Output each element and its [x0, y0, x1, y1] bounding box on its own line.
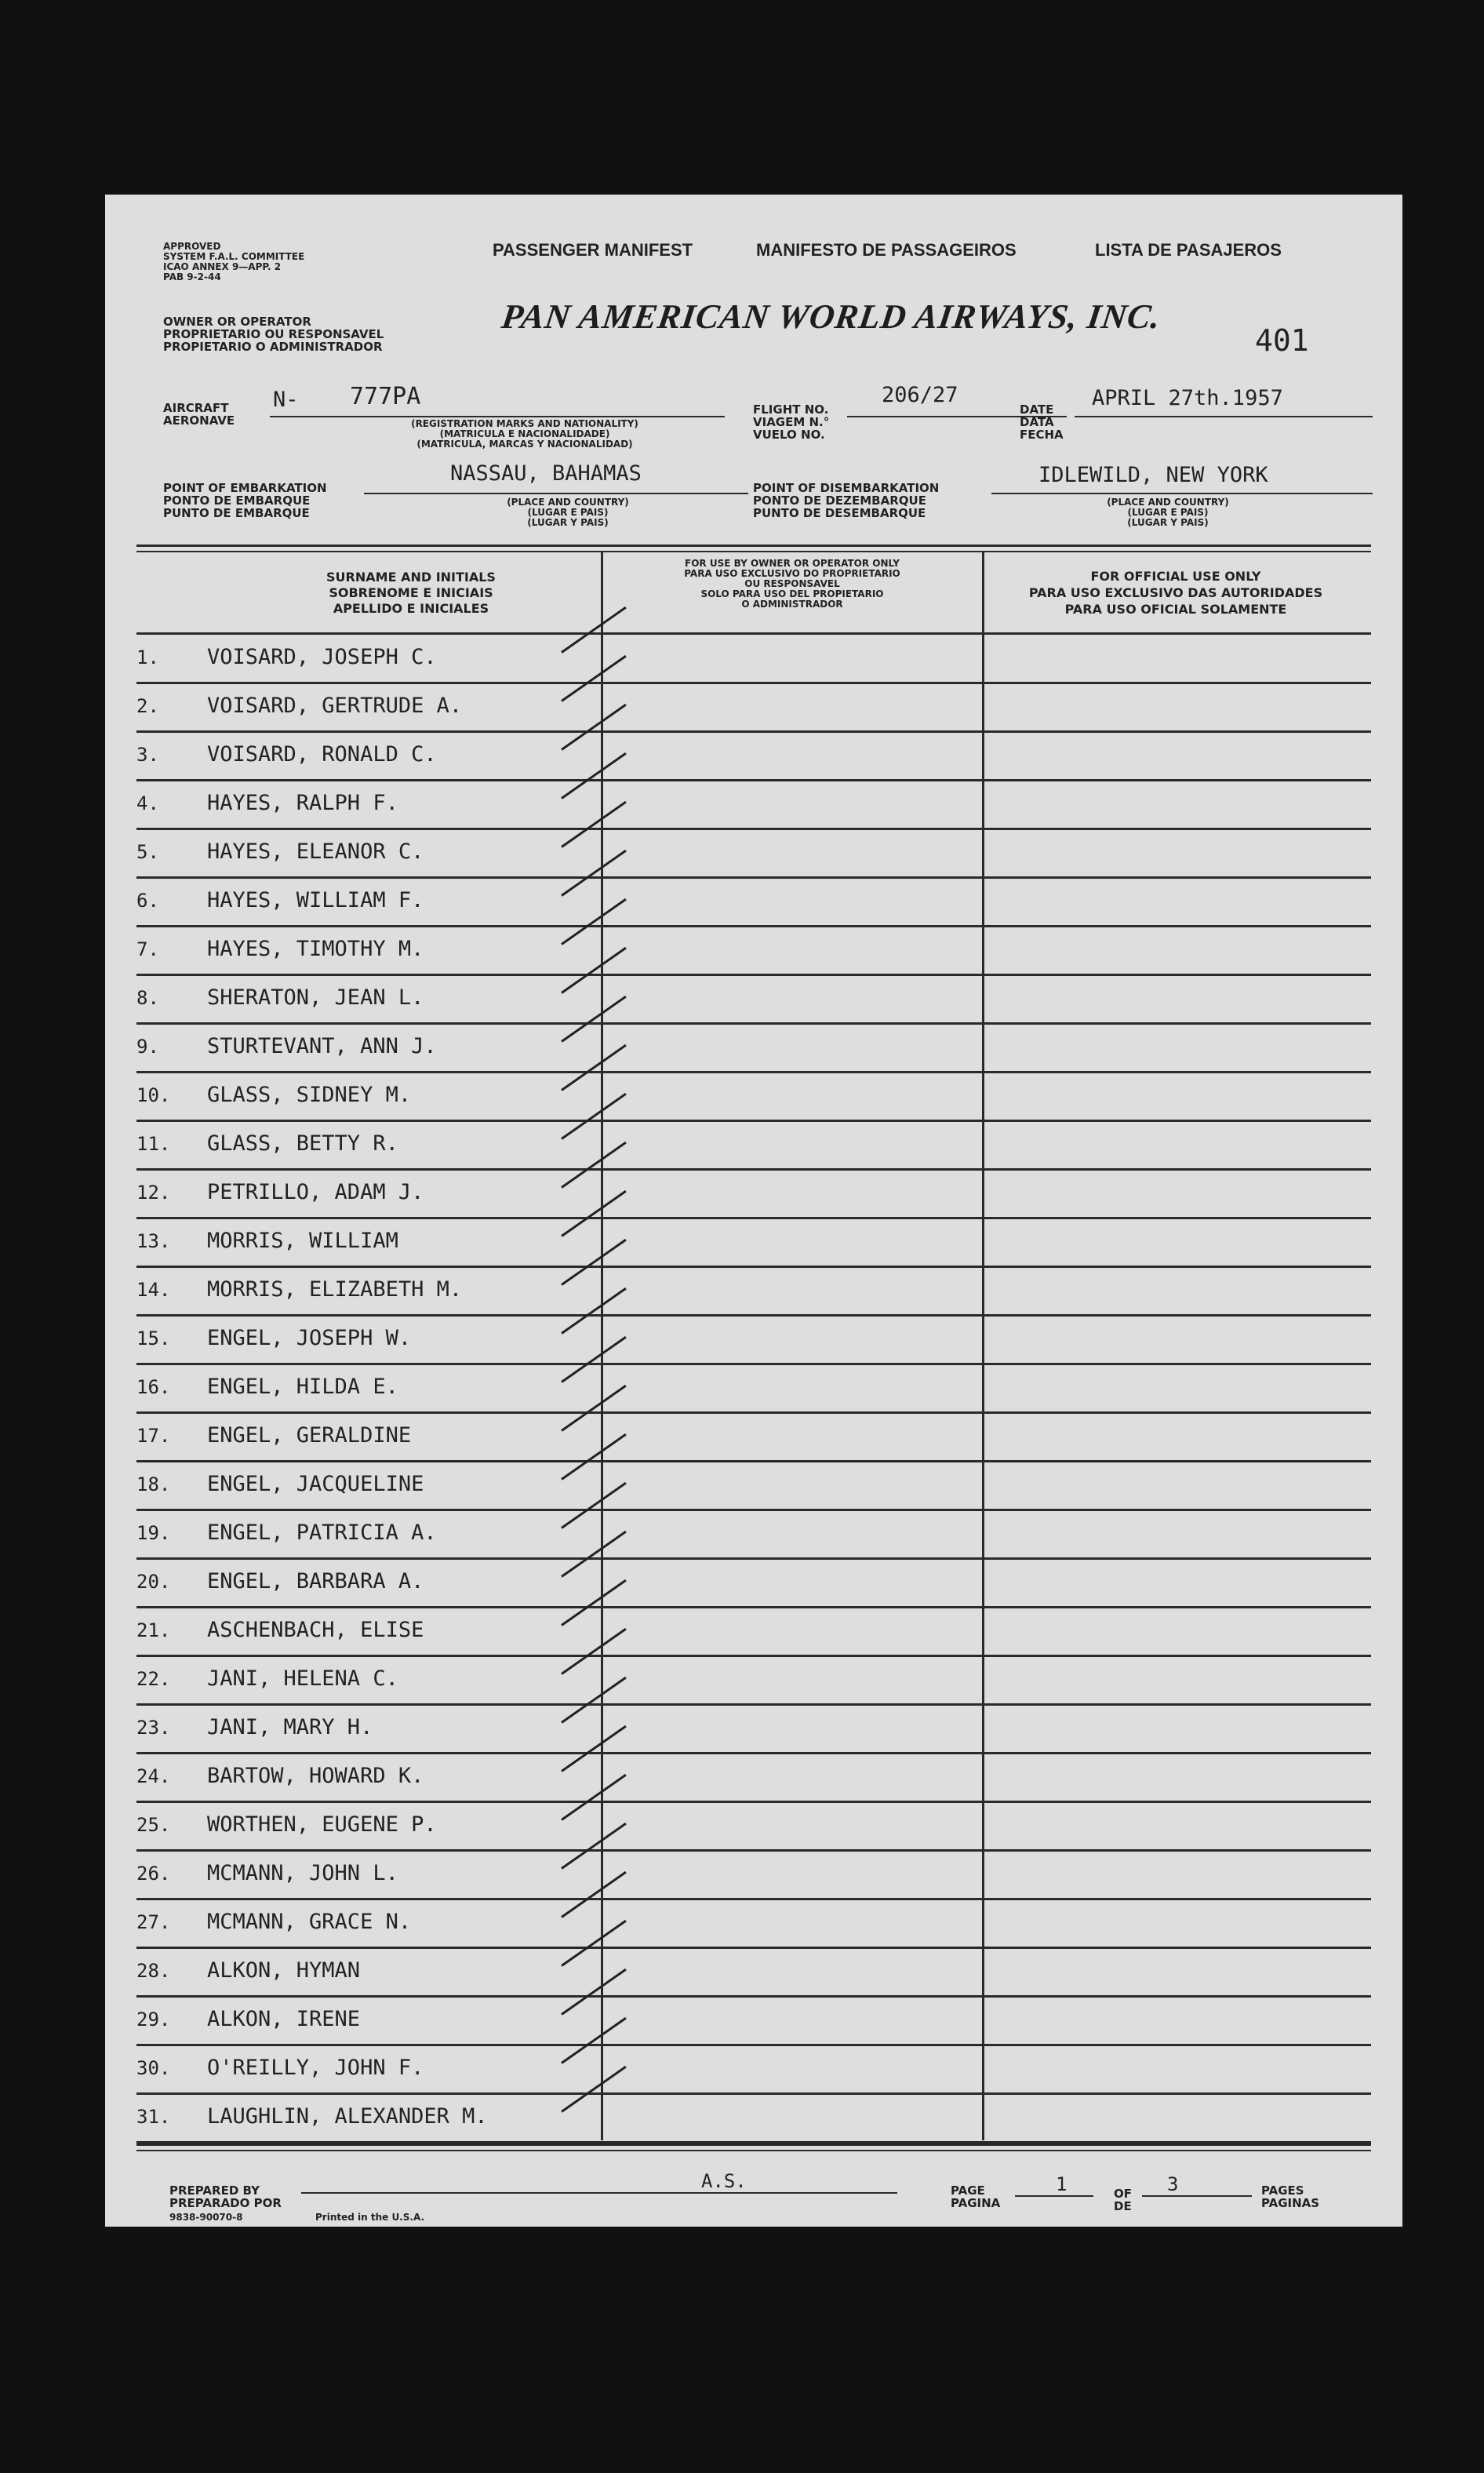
approval-line: APPROVED	[163, 241, 221, 252]
table-row	[105, 879, 1402, 927]
of-label-line: OF	[1114, 2187, 1132, 2201]
passenger-name: VOISARD, RONALD C.	[207, 742, 437, 767]
passenger-name: WORTHEN, EUGENE P.	[207, 1812, 437, 1837]
row-number: 23.	[136, 1717, 171, 1739]
printed-note: Printed in the U.S.A.	[315, 2212, 425, 2223]
disembark-label	[753, 482, 939, 519]
passenger-name: MORRIS, WILLIAM	[207, 1229, 398, 1253]
place-caption-line: (PLACE AND COUNTRY)	[1107, 497, 1229, 508]
passenger-name: ENGEL, JOSEPH W.	[207, 1326, 412, 1350]
table-row	[105, 1560, 1402, 1608]
disembark-caption	[1062, 497, 1274, 528]
table-row	[105, 1608, 1402, 1657]
page-label-line: PAGE	[951, 2183, 985, 2198]
row-number: 5.	[136, 841, 159, 863]
col-header-line: SURNAME AND INITIALS	[326, 570, 496, 585]
flight-label-line: FLIGHT NO.	[753, 402, 829, 417]
passenger-name: HAYES, ELEANOR C.	[207, 840, 424, 864]
date-label-line: DATA	[1020, 415, 1054, 429]
flight-number: 206/27	[882, 383, 958, 407]
col-header-line: APELLIDO E INICIALES	[333, 601, 489, 616]
col-header-operator	[604, 559, 980, 610]
passenger-name: ALKON, IRENE	[207, 2007, 361, 2031]
passenger-list	[105, 636, 1402, 2142]
table-row	[105, 1462, 1402, 1511]
table-row	[105, 1317, 1402, 1365]
passenger-name: HAYES, TIMOTHY M.	[207, 937, 424, 961]
col-header-line: PARA USO EXCLUSIVO DO PROPRIETARIO	[684, 568, 900, 579]
embark-rule	[364, 493, 748, 494]
row-number: 6.	[136, 890, 159, 912]
page-number: 1	[1056, 2173, 1068, 2195]
reg-caption	[340, 419, 709, 450]
prepared-by: A.S.	[701, 2170, 747, 2192]
reg-caption-line: (MATRICULA, MARCAS Y NACIONALIDAD)	[416, 439, 633, 450]
place-caption-line: (LUGAR Y PAIS)	[527, 517, 609, 528]
table-row	[105, 830, 1402, 879]
row-number: 4.	[136, 792, 159, 814]
reg-caption-line: (REGISTRATION MARKS AND NATIONALITY)	[411, 418, 638, 429]
col-header-line: SOBRENOME E INICIAIS	[329, 585, 493, 600]
row-number: 11.	[136, 1133, 171, 1155]
table-row	[105, 2046, 1402, 2095]
col-header-line: PARA USO EXCLUSIVO DAS AUTORIDADES	[1028, 585, 1323, 600]
passenger-name: O'REILLY, JOHN F.	[207, 2056, 424, 2080]
passenger-name: PETRILLO, ADAM J.	[207, 1180, 424, 1204]
table-bottom-rule	[136, 2143, 1371, 2146]
table-row	[105, 1657, 1402, 1706]
passenger-name: ALKON, HYMAN	[207, 1958, 361, 1983]
owner-label-line: PROPIETARIO O ADMINISTRADOR	[163, 340, 383, 354]
passenger-name: BARTOW, HOWARD K.	[207, 1764, 424, 1788]
title-es: LISTA DE PASAJEROS	[1095, 240, 1282, 260]
row-number: 26.	[136, 1863, 171, 1885]
flight-label	[753, 403, 829, 441]
table-row	[105, 927, 1402, 976]
table-row	[105, 1171, 1402, 1219]
flight-date: APRIL 27th.1957	[1092, 386, 1283, 410]
date-label	[1020, 403, 1064, 441]
row-number: 18.	[136, 1473, 171, 1495]
page-label	[951, 2184, 1000, 2209]
col-header-name	[223, 570, 599, 617]
passenger-name: HAYES, RALPH F.	[207, 791, 398, 815]
passenger-name: STURTEVANT, ANN J.	[207, 1034, 437, 1058]
aircraft-label	[163, 402, 235, 427]
row-number: 16.	[136, 1376, 171, 1398]
row-number: 30.	[136, 2057, 171, 2079]
passenger-name: ENGEL, JACQUELINE	[207, 1472, 424, 1496]
table-row	[105, 976, 1402, 1025]
disembark-label-line: PONTO DE DEZEMBARQUE	[753, 494, 926, 508]
table-row	[105, 1025, 1402, 1073]
title-en: PASSENGER MANIFEST	[493, 240, 693, 260]
passenger-name: GLASS, SIDNEY M.	[207, 1083, 412, 1107]
row-number: 2.	[136, 695, 159, 717]
date-label-line: FECHA	[1020, 428, 1064, 442]
row-number: 15.	[136, 1328, 171, 1349]
header-bottom-rule	[136, 632, 1371, 635]
page-label-line: PAGINA	[951, 2196, 1001, 2210]
embark-label	[163, 482, 327, 519]
embark-label-line: PONTO DE EMBARQUE	[163, 494, 311, 508]
table-row	[105, 1414, 1402, 1462]
pages-label-line: PAGES	[1261, 2183, 1304, 2198]
manifest-form	[105, 195, 1402, 2227]
embark-label-line: POINT OF EMBARKATION	[163, 481, 327, 495]
reg-caption-line: (MATRICULA E NACIONALIDADE)	[439, 428, 610, 439]
flight-label-line: VUELO NO.	[753, 428, 825, 442]
passenger-name: JANI, HELENA C.	[207, 1666, 398, 1691]
embark-label-line: PUNTO DE EMBARQUE	[163, 506, 310, 520]
row-number: 24.	[136, 1765, 171, 1787]
table-row	[105, 733, 1402, 781]
passenger-name: ENGEL, PATRICIA A.	[207, 1521, 437, 1545]
passenger-name: ASCHENBACH, ELISE	[207, 1618, 424, 1642]
aircraft-label-line: AERONAVE	[163, 413, 235, 428]
place-caption-line: (PLACE AND COUNTRY)	[507, 497, 629, 508]
disembark-label-line: POINT OF DISEMBARKATION	[753, 481, 940, 495]
table-row	[105, 781, 1402, 830]
col-header-line: O ADMINISTRADOR	[741, 599, 843, 610]
owner-label	[163, 315, 384, 353]
passenger-name: MORRIS, ELIZABETH M.	[207, 1277, 463, 1302]
table-row	[105, 1754, 1402, 1803]
embark-place: NASSAU, BAHAMAS	[450, 461, 642, 486]
row-number: 1.	[136, 646, 159, 668]
of-label	[1114, 2187, 1132, 2213]
prepared-label	[169, 2184, 282, 2209]
of-label-line: DE	[1114, 2199, 1132, 2213]
row-number: 12.	[136, 1182, 171, 1204]
passenger-name: LAUGHLIN, ALEXANDER M.	[207, 2104, 488, 2129]
approval-line: SYSTEM F.A.L. COMMITTEE	[163, 251, 305, 262]
row-number: 9.	[136, 1036, 159, 1058]
disembark-place: IDLEWILD, NEW YORK	[1038, 463, 1268, 487]
row-number: 27.	[136, 1911, 171, 1933]
table-bottom-rule-inner	[136, 2150, 1371, 2151]
table-row	[105, 1706, 1402, 1754]
passenger-name: JANI, MARY H.	[207, 1715, 373, 1739]
passenger-name: HAYES, WILLIAM F.	[207, 888, 424, 912]
passenger-name: VOISARD, JOSEPH C.	[207, 645, 437, 669]
row-number: 29.	[136, 2009, 171, 2030]
aircraft-rule	[270, 416, 725, 417]
approval-line: PAB 9-2-44	[163, 271, 221, 282]
table-row	[105, 1122, 1402, 1171]
row-number: 14.	[136, 1279, 171, 1301]
prepared-rule	[301, 2192, 897, 2194]
row-number: 8.	[136, 987, 159, 1009]
row-number: 3.	[136, 744, 159, 766]
table-row	[105, 1803, 1402, 1852]
passenger-name: VOISARD, GERTRUDE A.	[207, 694, 463, 718]
form-code: 9838-90070-8	[169, 2212, 243, 2223]
col-header-line: SOLO PARA USO DEL PROPIETARIO	[700, 588, 884, 599]
company-name: PAN AMERICAN WORLD AIRWAYS, INC.	[499, 297, 1164, 336]
aircraft-label-line: AIRCRAFT	[163, 401, 229, 415]
disembark-rule	[991, 493, 1373, 494]
row-number: 13.	[136, 1230, 171, 1252]
col-header-line: PARA USO OFICIAL SOLAMENTE	[1064, 602, 1287, 617]
row-number: 19.	[136, 1522, 171, 1544]
row-number: 21.	[136, 1619, 171, 1641]
table-row	[105, 1219, 1402, 1268]
place-caption-line: (LUGAR Y PAIS)	[1127, 517, 1209, 528]
col-header-official	[984, 568, 1368, 617]
row-number: 17.	[136, 1425, 171, 1447]
date-label-line: DATE	[1020, 402, 1054, 417]
table-row	[105, 1949, 1402, 1998]
table-row	[105, 1073, 1402, 1122]
passenger-name: GLASS, BETTY R.	[207, 1131, 398, 1156]
embark-caption	[474, 497, 662, 528]
place-caption-line: (LUGAR E PAIS)	[527, 507, 609, 518]
total-pages: 3	[1167, 2173, 1179, 2195]
table-row	[105, 1900, 1402, 1949]
row-number: 20.	[136, 1571, 171, 1593]
passenger-name: ENGEL, HILDA E.	[207, 1375, 398, 1399]
approval-block	[163, 242, 304, 282]
col-header-line: OU RESPONSAVEL	[744, 578, 840, 589]
pages-label-line: PAGINAS	[1261, 2196, 1320, 2210]
place-caption-line: (LUGAR E PAIS)	[1127, 507, 1209, 518]
passenger-name: MCMANN, GRACE N.	[207, 1910, 412, 1934]
owner-label-line: PROPRIETARIO OU RESPONSAVEL	[163, 327, 384, 341]
table-top-rule-inner	[136, 551, 1371, 552]
flight-label-line: VIAGEM N.°	[753, 415, 830, 429]
col-header-line: FOR OFFICIAL USE ONLY	[1090, 569, 1261, 584]
table-top-rule	[136, 544, 1371, 547]
row-number: 31.	[136, 2106, 171, 2128]
row-number: 7.	[136, 938, 159, 960]
aircraft-prefix: N-	[273, 388, 299, 412]
page-rule	[1015, 2195, 1093, 2197]
table-row	[105, 1365, 1402, 1414]
table-row	[105, 1511, 1402, 1560]
pages-label	[1261, 2184, 1319, 2209]
row-number: 25.	[136, 1814, 171, 1836]
table-row	[105, 684, 1402, 733]
table-row	[105, 1268, 1402, 1317]
col-header-line: FOR USE BY OWNER OR OPERATOR ONLY	[685, 558, 900, 569]
passenger-name: ENGEL, GERALDINE	[207, 1423, 412, 1448]
doc-number: 401	[1255, 323, 1309, 358]
row-number: 10.	[136, 1084, 171, 1106]
prepared-label-line: PREPARADO POR	[169, 2196, 282, 2210]
owner-label-line: OWNER OR OPERATOR	[163, 315, 311, 329]
prepared-label-line: PREPARED BY	[169, 2183, 260, 2198]
passenger-name: SHERATON, JEAN L.	[207, 985, 424, 1010]
approval-line: ICAO ANNEX 9—APP. 2	[163, 261, 282, 272]
table-row	[105, 2095, 1402, 2143]
table-row	[105, 1852, 1402, 1900]
disembark-label-line: PUNTO DE DESEMBARQUE	[753, 506, 926, 520]
table-row	[105, 636, 1402, 684]
passenger-name: MCMANN, JOHN L.	[207, 1861, 398, 1885]
passenger-name: ENGEL, BARBARA A.	[207, 1569, 424, 1593]
row-number: 28.	[136, 1960, 171, 1982]
date-rule	[1075, 416, 1373, 417]
aircraft-reg: 777PA	[350, 383, 421, 410]
table-row	[105, 1998, 1402, 2046]
title-pt: MANIFESTO DE PASSAGEIROS	[756, 240, 1017, 260]
total-rule	[1142, 2195, 1252, 2197]
row-number: 22.	[136, 1668, 171, 1690]
